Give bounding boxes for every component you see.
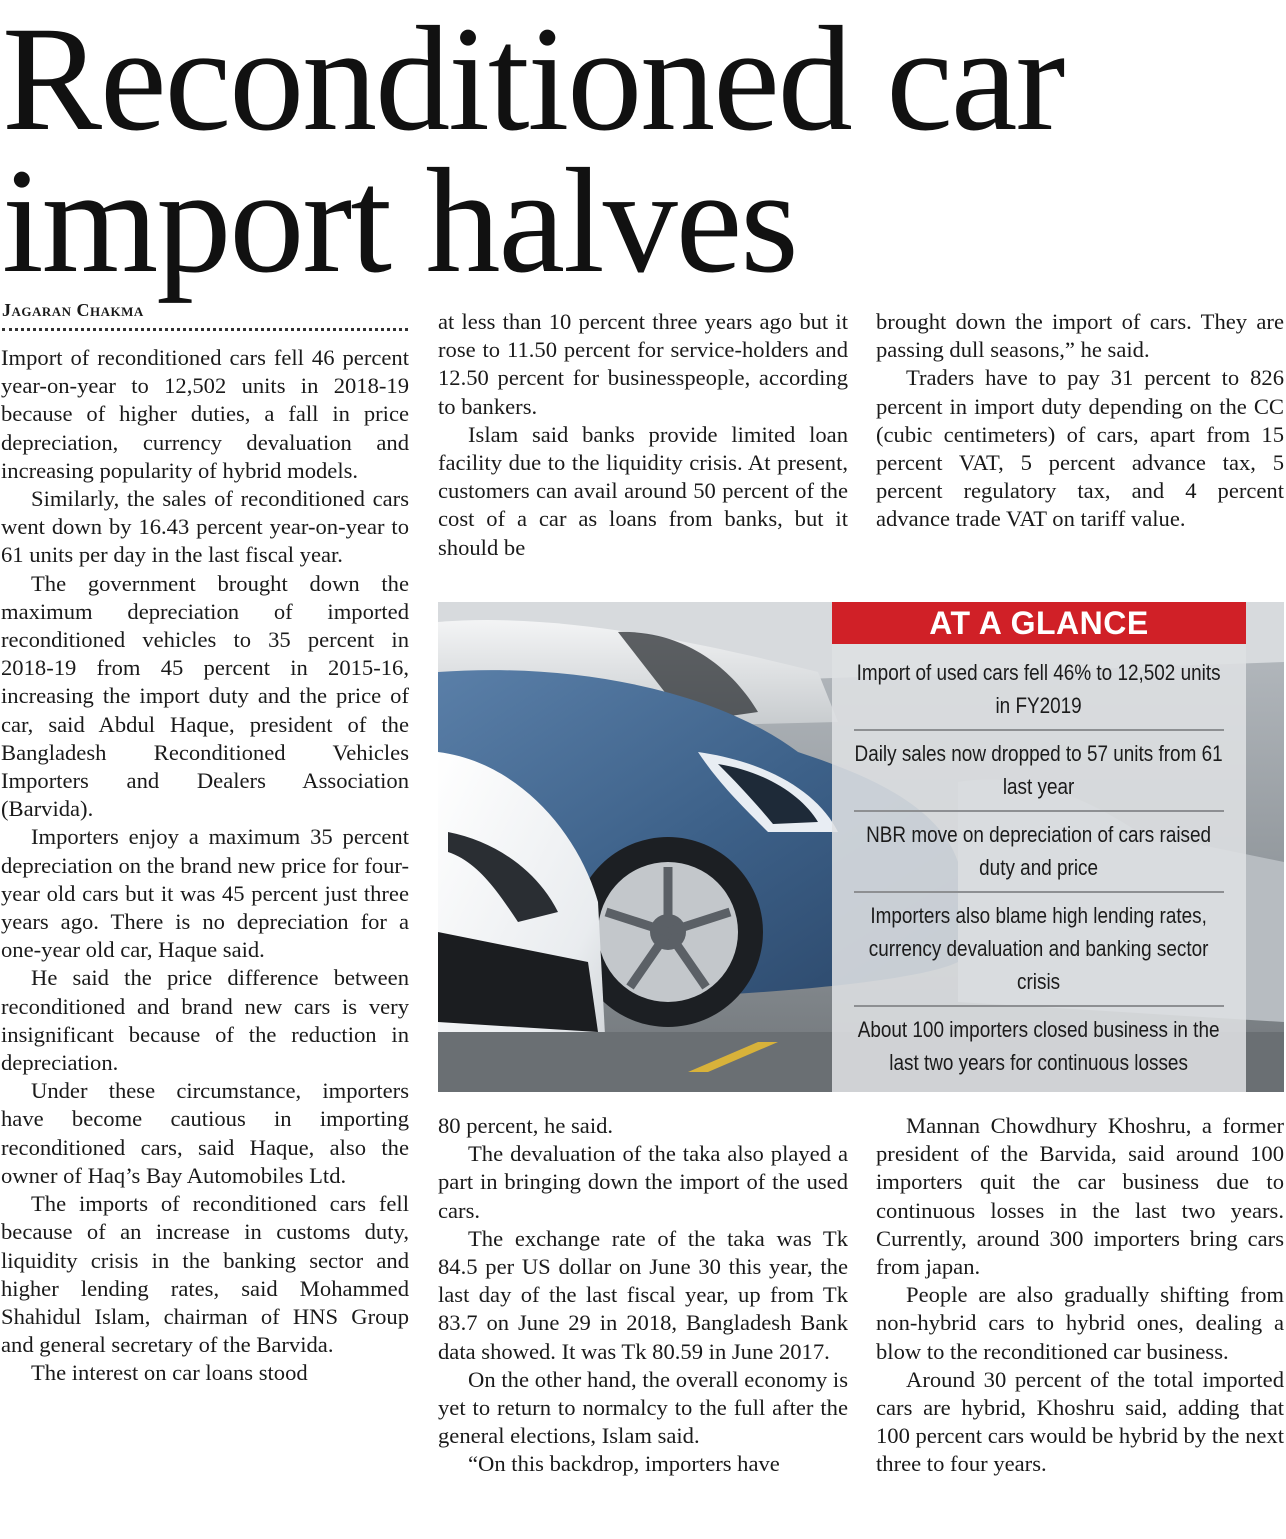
paragraph: 80 percent, he said. [438, 1113, 614, 1138]
paragraph: Mannan Chowdhury Khoshru, a former president of the Barvida, said around 100 importers quit the car business due to continuous losses in the last two years. Currently, around 300 importers bring cars from japan. [876, 1113, 1284, 1280]
article-column-right-top [876, 308, 1284, 588]
paragraph: Importers enjoy a maximum 35 percent depreciation on the brand new price for four-year old cars but it was 45 percent just three years ago. There is no depreciation for a one-year old car, Haque said. [1, 824, 409, 963]
glance-item-text: Importers also blame high lending rates, currency devaluation and banking sector crisis [869, 903, 1209, 994]
paragraph: Similarly, the sales of reconditioned cars went down by 16.43 percent year-on-year to 61 units per day in the last fiscal year. [1, 486, 409, 568]
article-column-middle-bottom [438, 1112, 848, 1539]
glance-item-text: About 100 importers closed business in the last two years for continuous losses [858, 1017, 1220, 1075]
paragraph: Islam said banks provide limited loan facility due to the liquidity crisis. At present, customers can avail around 50 percent of the cost of a car as loans from banks, but it should be [438, 421, 848, 560]
glance-item [854, 650, 1224, 731]
glance-item-text: Daily sales now dropped to 57 units from 61 last year [854, 741, 1224, 799]
glance-item-text: NBR move on depreciation of cars raised duty and price [866, 822, 1212, 880]
article-column-middle-top [438, 308, 848, 588]
paragraph: The government brought down the maximum depreciation of imported reconditioned vehicles to 35 percent in 2018-19 from 45 percent in 2015-16, increasing the import duty and the price of car, said Abdul Haque, president of the Bangladesh Reconditioned Vehicles Importers and Dealers Association (Barvida). [1, 570, 409, 822]
paragraph: at less than 10 percent three years ago but it rose to 11.50 percent for service-holders and 12.50 percent for businesspeople, according to bankers. [438, 309, 848, 419]
paragraph: Under these circumstance, importers have become cautious in importing reconditioned cars, said Haque, also the owner of Haq’s Bay Automobiles Ltd. [1, 1078, 409, 1188]
byline-divider [2, 328, 408, 331]
at-a-glance-box [832, 602, 1246, 1092]
paragraph: brought down the import of cars. They are passing dull seasons,” he said. [876, 309, 1284, 363]
byline: Jagaran Chakma [2, 300, 144, 320]
paragraph: The imports of reconditioned cars fell because of an increase in customs duty, liquidity crisis in the banking sector and higher lending rates, said Mohammed Shahidul Islam, chairman of HNS Group and general secretary of the Barvida. [1, 1191, 409, 1358]
paragraph: People are also gradually shifting from non-hybrid cars to hybrid ones, dealing a blow to the reconditioned car business. [876, 1282, 1284, 1364]
paragraph: On the other hand, the overall economy is yet to return to normalcy to the full after the general elections, Islam said. [438, 1366, 848, 1449]
glance-item [854, 893, 1224, 1007]
paragraph: “On this backdrop, importers have [468, 1451, 780, 1477]
glance-item [854, 731, 1224, 812]
paragraph: He said the price difference between reconditioned and brand new cars is very insignificant because of the reduction in depreciation. [1, 965, 409, 1076]
at-a-glance-title: AT A GLANCE [832, 602, 1246, 644]
paragraph: The exchange rate of the taka was Tk 84.5 per US dollar on June 30 this year, the last day of the last fiscal year, up from Tk 83.7 on June 29 in 2018, Bangladesh Bank data showed. It was Tk 80.59 in June 2017. [438, 1225, 848, 1364]
glance-item [854, 1007, 1224, 1086]
glance-item [854, 812, 1224, 893]
paragraph: Traders have to pay 31 percent to 826 percent in import duty depending on the CC (cubic centimeters) of cars, apart from 15 percent VAT, 5 percent advance tax, 5 percent regulatory tax, and 4 percent advance trade VAT on tariff value. [876, 365, 1284, 532]
paragraph: Import of reconditioned cars fell 46 percent year-on-year to 12,502 units in 2018-19 because of higher duties, a fall in price depreciation, currency devaluation and increasing popularity of hybrid models. [1, 345, 409, 483]
glance-item-text: Import of used cars fell 46% to 12,502 units in FY2019 [857, 660, 1221, 718]
article-column-left [1, 344, 409, 1539]
paragraph: Around 30 percent of the total imported cars are hybrid, Khoshru said, adding that 100 percent cars would be hybrid by the next three to four years. [876, 1366, 1284, 1477]
paragraph: The devaluation of the taka also played a part in bringing down the import of the used cars. [438, 1141, 848, 1223]
headline: Reconditioned car import halves [2, 0, 1064, 304]
paragraph: The interest on car loans stood [31, 1360, 308, 1386]
article-column-right-bottom [876, 1112, 1284, 1539]
at-a-glance-list [854, 650, 1224, 1086]
